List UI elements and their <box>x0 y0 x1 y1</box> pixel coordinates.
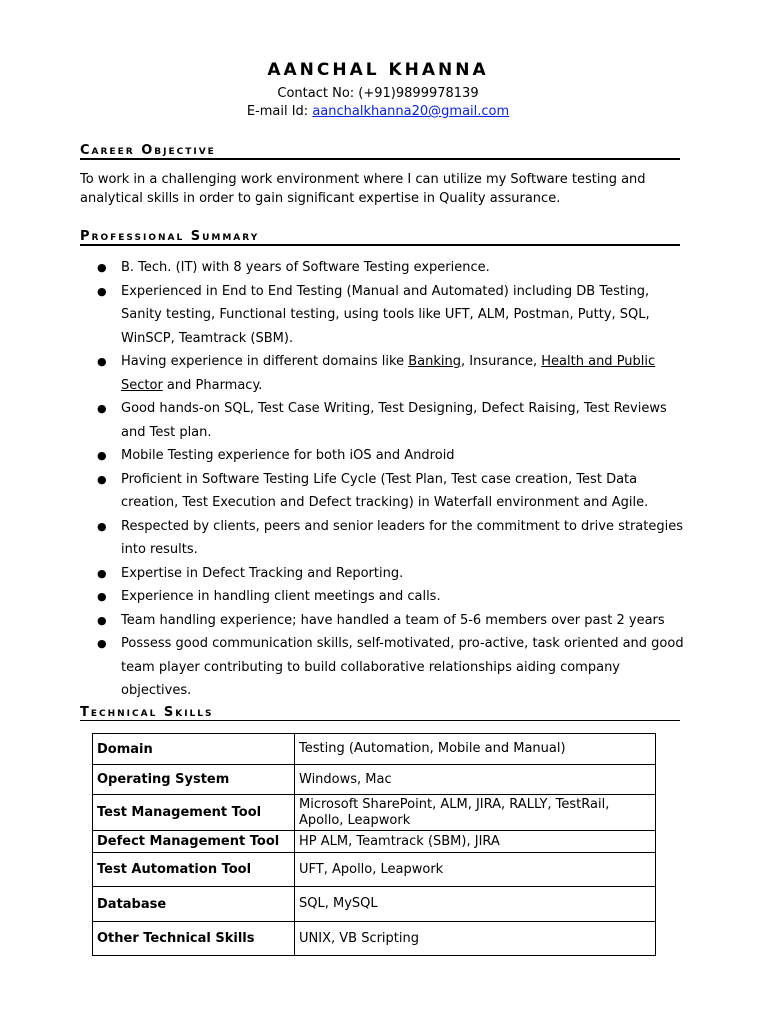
table-row <box>93 887 656 922</box>
summary-list <box>80 256 684 703</box>
skill-value: UFT, Apollo, Leapwork <box>295 853 656 887</box>
career-objective-heading <box>80 139 680 160</box>
table-row <box>93 734 656 765</box>
list-item: ● Proficient in Software Testing Life Cycle (Test Plan, Test case creation, Test Data creation, Test Execution and Defect tracking) in Waterfall environment and Agile. <box>80 468 684 515</box>
table-row <box>93 765 656 795</box>
section-title: Professional Summary <box>80 229 260 244</box>
email-label: E-mail Id: <box>246 104 313 119</box>
bullet-icon: ● <box>97 519 107 533</box>
bullet-icon: ● <box>97 566 107 580</box>
contact-number: (+91)9899978139 <box>358 86 479 101</box>
bullet-icon: ● <box>97 590 107 603</box>
skill-key: Domain <box>93 734 295 765</box>
bullet-icon: ● <box>97 355 107 368</box>
technical-skills-heading <box>80 701 680 721</box>
skill-key: Other Technical Skills <box>93 922 295 956</box>
table-row <box>93 831 656 853</box>
bullet-icon: ● <box>97 261 107 274</box>
list-item: ● Having experience in different domains like Banking, Insurance, Health and Public Sector and Pharmacy. <box>80 350 684 397</box>
bullet-icon: ● <box>97 613 107 627</box>
table-row <box>93 853 656 887</box>
skill-value: Windows, Mac <box>295 765 656 795</box>
contact-line <box>0 86 756 101</box>
contact-label: Contact No: <box>277 86 359 101</box>
list-item: ● B. Tech. (IT) with 8 years of Software Testing experience. <box>80 256 684 280</box>
list-item: ● Possess good communication skills, self-motivated, pro-active, task oriented and good team player contributing to build collaborative relationships aiding company objectives. <box>80 632 684 703</box>
professional-summary-heading <box>80 225 680 246</box>
list-item: ● Team handling experience; have handled a team of 5-6 members over past 2 years <box>80 609 684 633</box>
skill-value: SQL, MySQL <box>295 887 656 922</box>
technical-skills-table <box>92 733 656 956</box>
list-item: ● Experienced in End to End Testing (Manual and Automated) including DB Testing, Sanity testing, Functional testing, using tools like UFT, ALM, Postman, Putty, SQL, WinSCP, Teamtrack (SBM). <box>80 280 684 351</box>
email-link[interactable]: aanchalkhanna20@gmail.com <box>312 104 510 119</box>
health-public-sector-link[interactable]: Health and Public Sector <box>121 354 656 393</box>
skill-key: Test Automation Tool <box>93 853 295 887</box>
bullet-icon: ● <box>97 284 107 298</box>
list-item: ● Experience in handling client meetings and calls. <box>80 585 684 609</box>
skill-key: Defect Management Tool <box>93 831 295 853</box>
skill-value: Microsoft SharePoint, ALM, JIRA, RALLY, TestRail, Apollo, Leapwork <box>295 795 656 831</box>
list-item: ● Expertise in Defect Tracking and Reporting. <box>80 562 684 586</box>
skill-value: UNIX, VB Scripting <box>295 922 656 956</box>
table-row <box>93 795 656 831</box>
skill-value: Testing (Automation, Mobile and Manual) <box>295 734 656 765</box>
bullet-icon: ● <box>97 402 107 415</box>
section-title: Technical Skills <box>80 705 214 720</box>
bullet-icon: ● <box>97 449 107 462</box>
career-objective-text: To work in a challenging work environment where I can utilize my Software testing and analytical skills in order to gain significant expertise in Quality assurance. <box>80 172 646 206</box>
section-title: Career Objective <box>80 143 216 158</box>
bullet-icon: ● <box>97 637 107 650</box>
skill-key: Operating System <box>93 765 295 795</box>
skill-key: Test Management Tool <box>93 795 295 831</box>
list-item: ● Mobile Testing experience for both iOS and Android <box>80 444 684 468</box>
candidate-name: AANCHAL KHANNA <box>267 60 489 80</box>
list-item: ● Respected by clients, peers and senior leaders for the commitment to drive strategies into results. <box>80 515 684 562</box>
email-line <box>0 104 756 119</box>
skill-key: Database <box>93 887 295 922</box>
list-item: ● Good hands-on SQL, Test Case Writing, Test Designing, Defect Raising, Test Reviews and Test plan. <box>80 397 684 444</box>
bullet-icon: ● <box>97 472 107 486</box>
banking-link[interactable]: Banking <box>408 354 461 369</box>
skill-value: HP ALM, Teamtrack (SBM), JIRA <box>295 831 656 853</box>
table-row <box>93 922 656 956</box>
